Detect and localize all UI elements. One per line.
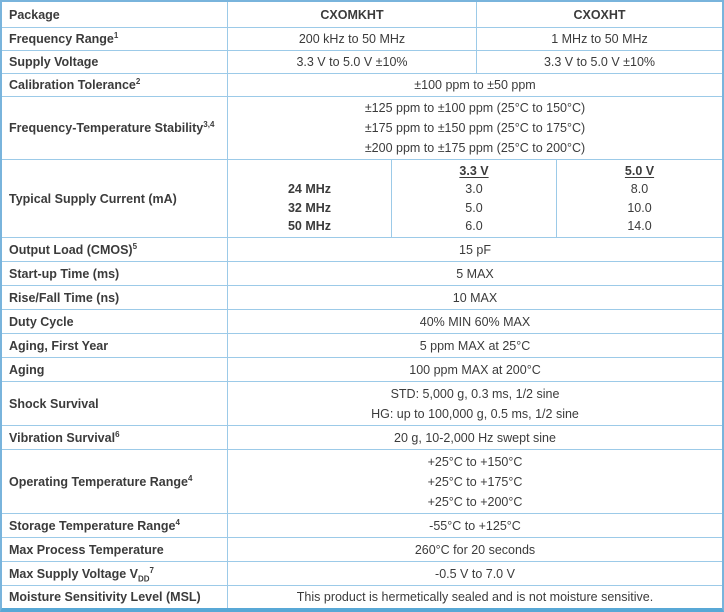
value-line: ±125 ppm to ±100 ppm (25°C to 150°C) [364,101,586,115]
row-label: Frequency-Temperature Stability$^{3,4}$ [9,119,215,135]
row-label-cell [2,28,228,50]
value-cell: 100 ppm MAX at 200°C [409,362,541,377]
row-label-cell [2,538,228,561]
value-cell: 20 g, 10-2,000 Hz swept sine [394,430,556,445]
row-frequency-temperature-stability [2,96,722,159]
value-line: HG: up to 100,000 g, 0.5 ms, 1/2 sine [371,406,579,421]
row-startup-time [2,261,722,285]
value-cell: 1 MHz to 50 MHz [551,32,648,46]
row-typical-supply-current [2,159,722,237]
frequency-label: 50 MHz [287,219,332,233]
row-label: Calibration Tolerance$^2$ [9,76,141,92]
row-label: Output Load (CMOS)$^5$ [9,241,138,257]
row-label-cell [2,586,228,608]
value-cell: 3.3 V to 5.0 V ±10% [228,51,477,73]
voltage-header-5v0: 5.0 V [624,163,655,178]
row-shock-survival [2,381,722,425]
row-label: Max Process Temperature [9,542,164,557]
value-line: +25°C to +175°C [427,474,523,489]
spacer [228,162,391,181]
row-label: Max Supply Voltage $V_{DD}^7$ [9,565,154,583]
footnote-sup: 4 [187,473,193,483]
current-value: 10.0 [627,200,652,215]
voltage-header-3v3: 3.3 V [459,163,489,178]
row-rise-fall-time [2,285,722,309]
footnote-sup: 1 [113,30,119,40]
row-label-cell [2,514,228,537]
row-label: Typical Supply Current (mA) [9,191,177,206]
row-label-cell [2,97,228,159]
value-cell: 5 ppm MAX at 25°C [419,338,531,353]
header-row [2,2,722,27]
value-cell [228,382,722,425]
supply-current-frequency-column [228,160,392,237]
row-label: Storage Temperature Range$^4$ [9,517,180,533]
row-label: Operating Temperature Range$^4$ [9,473,193,489]
header-values [228,2,722,27]
row-label: Aging [9,362,45,377]
row-label: Rise/Fall Time (ns) [9,290,120,305]
row-vibration-survival [2,425,722,449]
value-line: ±200 ppm to ±175 ppm (25°C to 200°C) [364,141,586,155]
value-line: ±175 ppm to ±150 ppm (25°C to 175°C) [364,121,586,135]
row-label: Supply Voltage [9,55,99,69]
column-header-cxoxht: CXOXHT [573,7,626,22]
current-value: 14.0 [627,219,652,233]
row-label-cell [2,310,228,333]
row-label-cell [2,358,228,381]
row-label-cell [2,450,228,513]
row-label: Frequency Range$^1$ [9,30,119,46]
row-label-cell [2,160,228,237]
current-value: 3.0 [465,182,483,196]
value-cell: ±100 ppm to ±50 ppm [414,78,536,92]
value-cell: 200 kHz to 50 MHz [228,28,477,50]
footnote-sup: 6 [115,429,120,439]
footnote-sup: 5 [132,241,138,251]
footnote-sup: 3,4 [203,119,215,129]
header-label: Package [9,7,60,22]
value-line: +25°C to +150°C [427,454,523,469]
row-frequency-range [2,27,722,50]
row-label-cell [2,51,228,73]
value-cell: 260°C for 20 seconds [414,542,536,557]
value-cell: 15 pF [459,242,491,257]
row-max-supply-voltage [2,561,722,585]
value-cell [228,450,722,513]
row-calibration-tolerance [2,73,722,96]
row-label: Duty Cycle [9,314,74,329]
value-cell: 10 MAX [452,290,498,305]
current-value: 8.0 [630,182,649,196]
row-supply-voltage [2,50,722,73]
row-aging-first-year [2,333,722,357]
footnote-sup: 2 [135,76,141,86]
row-label-cell [2,238,228,261]
supply-current-5v0-column [557,160,722,237]
row-duty-cycle [2,309,722,333]
row-max-process-temperature [2,537,722,561]
frequency-label: 24 MHz [287,182,332,196]
value-cell: -55°C to +125°C [429,518,521,533]
row-aging [2,357,722,381]
current-value: 5.0 [465,200,483,215]
row-label-cell [2,286,228,309]
value-line: +25°C to +200°C [427,494,523,509]
value-cell: 5 MAX [456,266,494,281]
vdd-subscript: DD [137,574,150,583]
value-line: STD: 5,000 g, 0.3 ms, 1/2 sine [390,386,560,401]
value-cell: This product is hermetically sealed and is not moisture sensitive. [296,590,654,604]
row-storage-temperature-range [2,513,722,537]
row-label: Start-up Time (ms) [9,266,120,281]
value-cell: -0.5 V to 7.0 V [435,566,515,581]
current-value: 6.0 [465,219,483,233]
row-moisture-sensitivity-level [2,585,722,608]
row-label-cell [2,562,228,585]
row-label: Aging, First Year [9,338,109,353]
value-cell: 40% MIN 60% MAX [419,314,531,329]
row-label-cell [2,382,228,425]
row-label-cell [2,74,228,96]
footnote-sup: 4 [175,517,180,527]
value-cell [228,97,722,159]
row-label: Moisture Sensitivity Level (MSL) [9,590,201,604]
column-header-cxomkht: CXOMKHT [228,2,477,27]
frequency-label: 32 MHz [287,200,332,215]
row-label-cell [2,426,228,449]
row-output-load [2,237,722,261]
row-operating-temperature-range [2,449,722,513]
row-label-cell [2,262,228,285]
footnote-sup: 7 [149,565,154,575]
row-label: Shock Survival [9,396,99,411]
row-label-cell [2,334,228,357]
header-label-cell [2,2,228,27]
row-label: Vibration Survival$^6$ [9,429,120,445]
value-cell: 3.3 V to 5.0 V ±10% [543,55,656,69]
supply-current-3v3-column [392,160,557,237]
